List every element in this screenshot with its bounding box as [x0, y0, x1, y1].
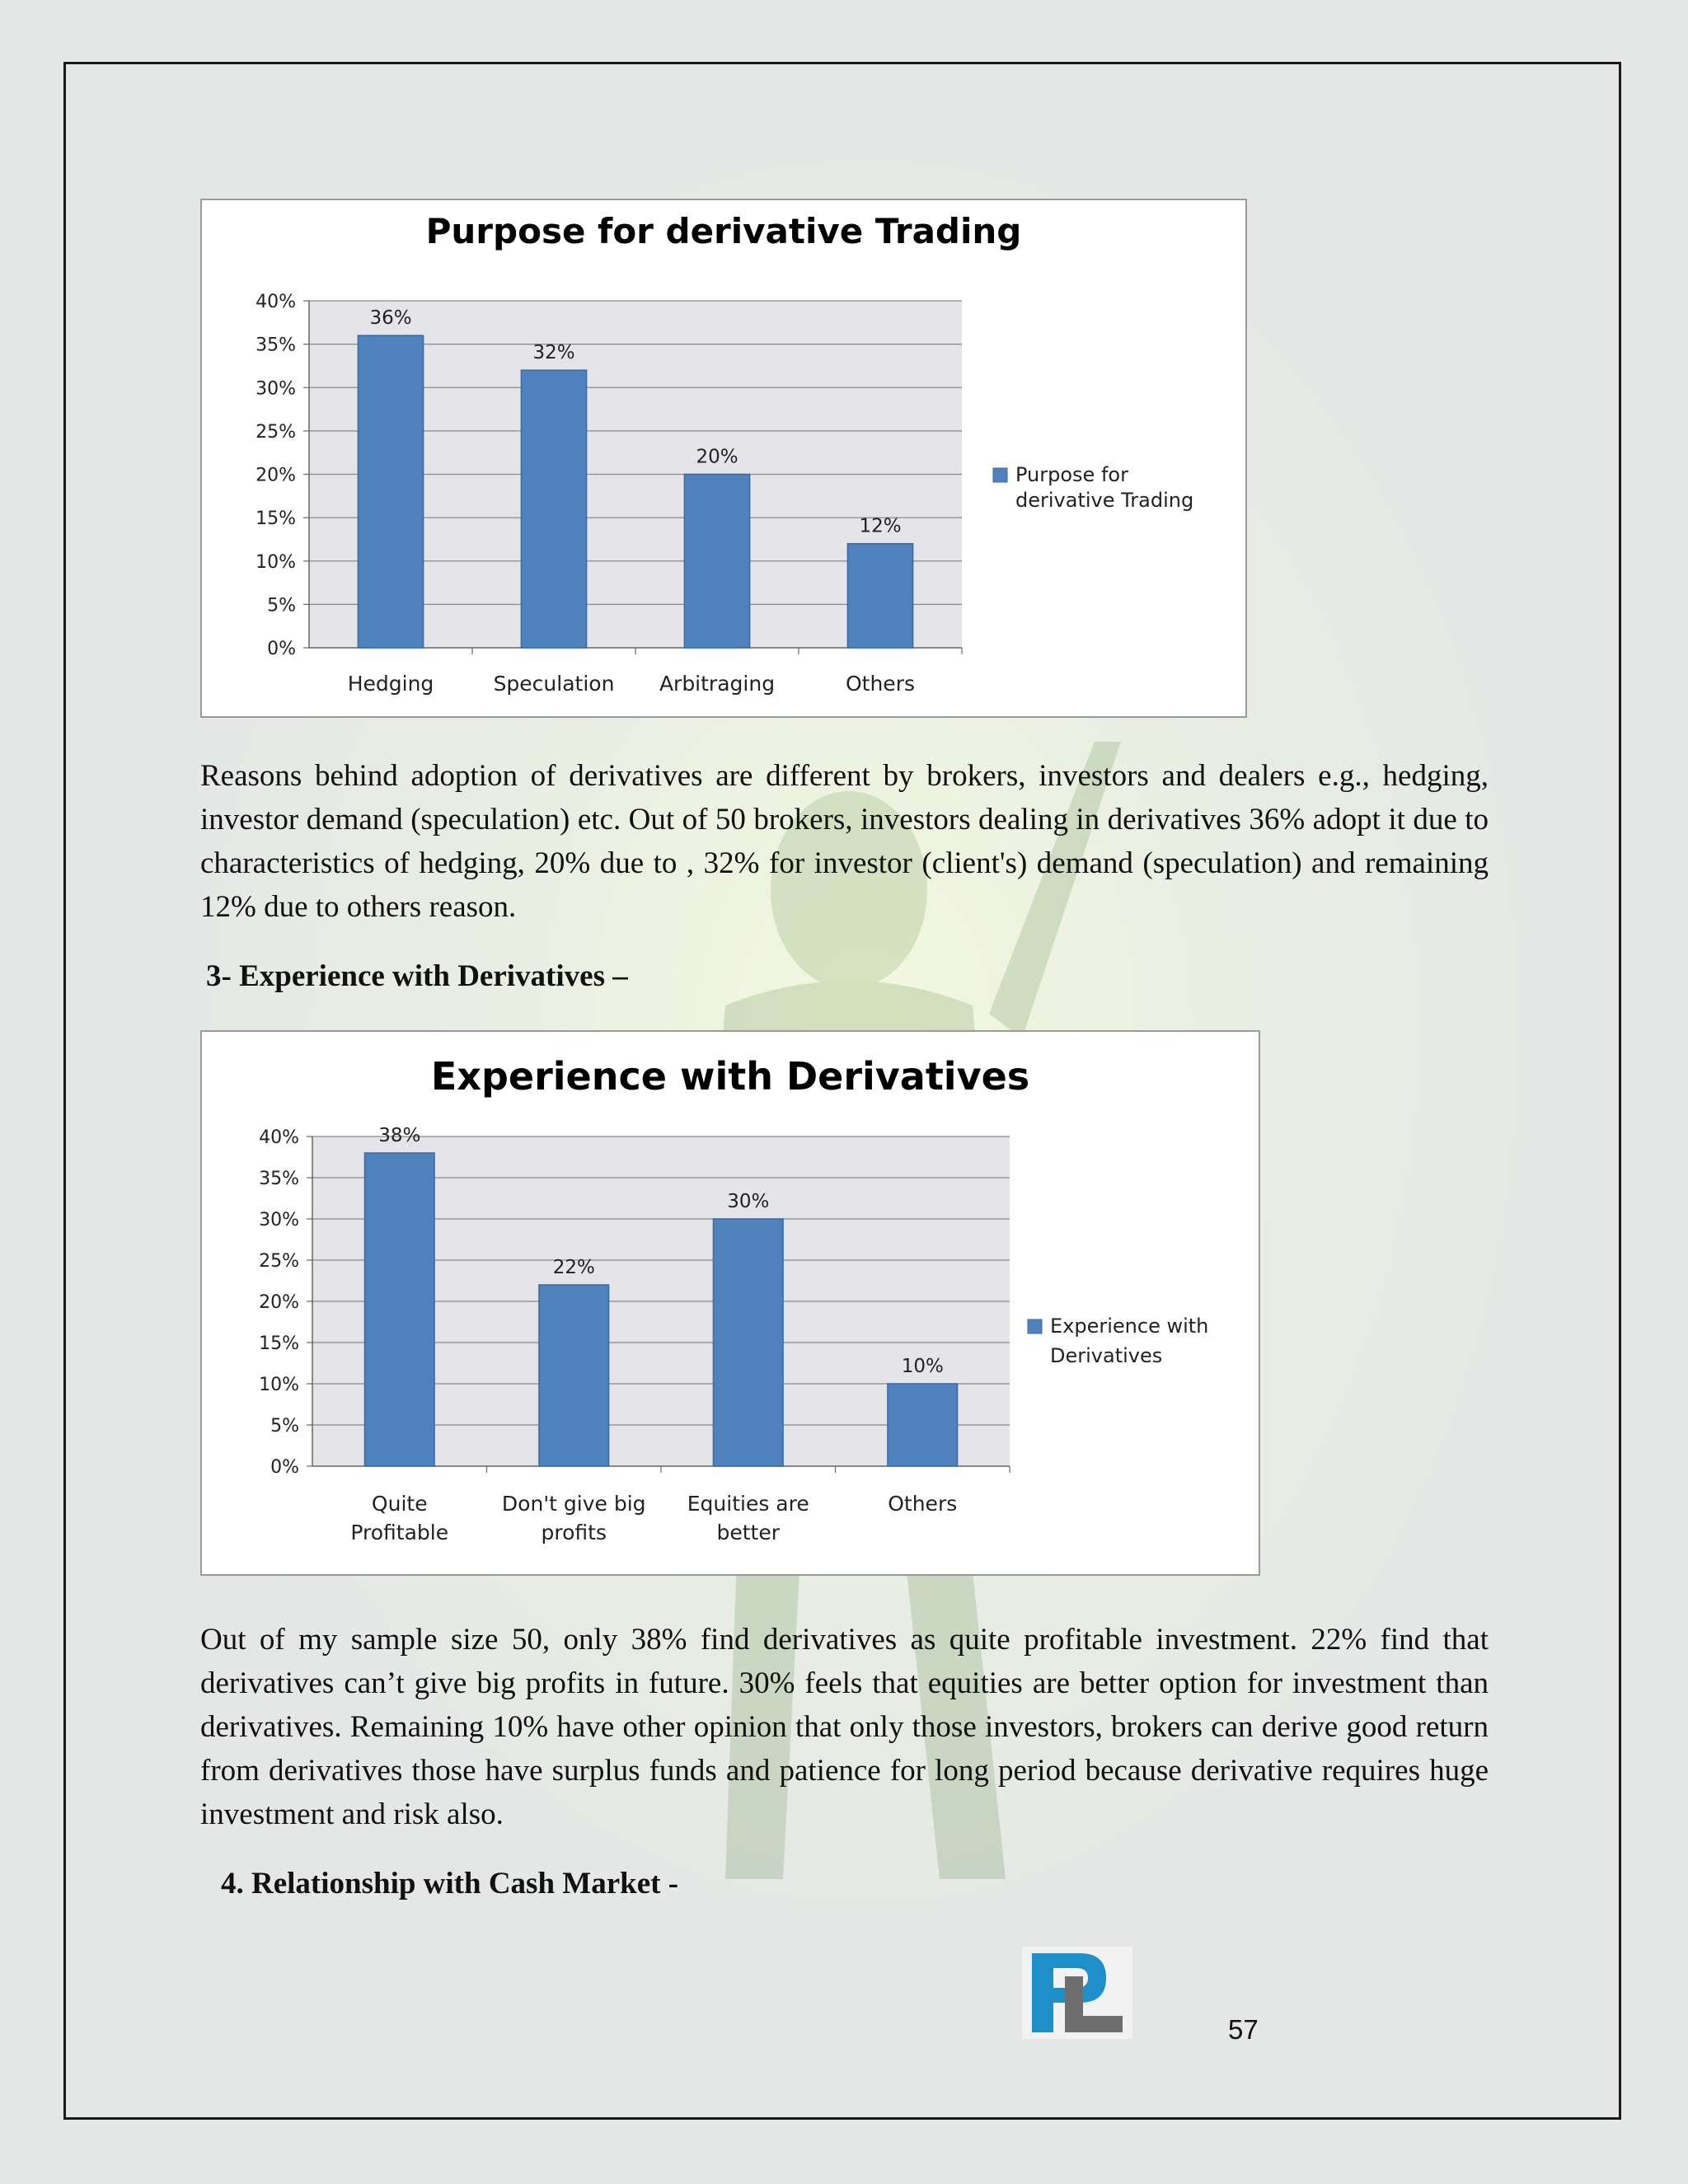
c2-category-label: Don't give big [501, 1492, 646, 1516]
chart1-x-axis [348, 672, 915, 696]
c1-ytick-label: 5% [267, 595, 296, 616]
page-number: 57 [1228, 2014, 1259, 2045]
c1-ytick-label: 40% [256, 292, 296, 312]
c2-data-label: 10% [901, 1356, 944, 1377]
c2-category-label: Others [888, 1492, 958, 1516]
c2-ytick-label: 20% [259, 1292, 299, 1313]
c2-category-label: Quite [371, 1492, 428, 1516]
chart1-legend-line1: Purpose for [1015, 463, 1128, 486]
c1-data-label: 20% [696, 446, 738, 468]
c1-ytick-label: 30% [256, 378, 296, 400]
c1-ytick-label: 25% [256, 421, 296, 443]
c2-bar [713, 1219, 783, 1466]
c2-ytick-label: 0% [270, 1457, 299, 1478]
chart2-legend-line2: Derivatives [1050, 1344, 1163, 1367]
chart2-svg [202, 1032, 1259, 1574]
c1-bar [847, 544, 912, 648]
c2-ytick-label: 5% [270, 1416, 299, 1436]
c2-ytick-label: 40% [259, 1127, 299, 1148]
c1-ytick-label: 35% [256, 335, 296, 356]
c1-bar [684, 475, 749, 649]
chart2-legend-swatch [1028, 1319, 1042, 1333]
c2-ytick-label: 30% [259, 1210, 299, 1230]
section-heading-cash-market: 4. Relationship with Cash Market - [221, 1867, 679, 1900]
c1-category-label: Hedging [347, 672, 434, 696]
c1-data-label: 12% [859, 515, 902, 537]
chart2-title: Experience with Derivatives [430, 1054, 1030, 1099]
chart1-legend [993, 463, 1193, 512]
chart2-legend [1028, 1315, 1208, 1367]
chart1-svg [202, 200, 1245, 716]
c1-data-label: 36% [369, 307, 412, 330]
chart-experience-with-derivatives [200, 1030, 1260, 1576]
c1-category-label: Arbitraging [659, 672, 776, 696]
c2-bar [364, 1153, 434, 1466]
chart2-x-axis [350, 1492, 957, 1544]
c2-category-label: Equities are [687, 1492, 809, 1516]
c1-ytick-label: 15% [256, 509, 296, 530]
c1-category-label: Speculation [493, 672, 615, 696]
chart-purpose-derivative-trading [200, 199, 1247, 718]
c2-ytick-label: 15% [259, 1333, 299, 1354]
c1-data-label: 32% [532, 342, 575, 364]
paragraph-purpose-analysis: Reasons behind adoption of derivatives are different by brokers, investors and dealers e.g., hedging, investor demand (speculation) etc. Out of 50 brokers, investors dealing in derivatives 36% adopt it due to characteristics of hedging, 20% due to , 32% for investor (client's) demand (speculation) and remaining 12% due to others reason. [200, 759, 1489, 924]
chart1-legend-line2: derivative Trading [1015, 489, 1194, 512]
c2-data-label: 38% [378, 1125, 421, 1146]
c1-ytick-label: 0% [267, 639, 296, 659]
c2-ytick-label: 10% [259, 1375, 299, 1395]
c2-category-label: profits [541, 1521, 607, 1544]
c2-bar [888, 1384, 958, 1466]
c1-ytick-label: 10% [256, 551, 296, 573]
c2-bar [539, 1285, 609, 1466]
c2-ytick-label: 35% [259, 1169, 299, 1189]
chart2-legend-line1: Experience with [1050, 1315, 1209, 1338]
c2-data-label: 30% [727, 1191, 770, 1212]
c1-ytick-label: 20% [256, 465, 296, 486]
paragraph-experience-analysis: Out of my sample size 50, only 38% find derivatives as quite profitable investment. 22% find that derivatives can’t give big profits in future. 30% feels that equities are better option for investment than derivatives. Remaining 10% have other opinion that only those investors, brokers can derive good return from derivatives those have surplus funds and patience for long period because derivative requires huge investment and risk also. [200, 1623, 1489, 1831]
c2-category-label: better [716, 1521, 781, 1544]
c2-ytick-label: 25% [259, 1251, 299, 1272]
section-heading-experience: 3- Experience with Derivatives – [206, 959, 628, 993]
c2-data-label: 22% [552, 1257, 595, 1278]
c1-bar [358, 335, 423, 648]
chart1-legend-swatch [993, 468, 1007, 482]
c2-category-label: Profitable [350, 1521, 449, 1544]
pl-logo-icon [1022, 1947, 1132, 2039]
chart1-title: Purpose for derivative Trading [425, 211, 1022, 251]
c1-category-label: Others [845, 672, 916, 696]
c1-bar [521, 370, 586, 648]
